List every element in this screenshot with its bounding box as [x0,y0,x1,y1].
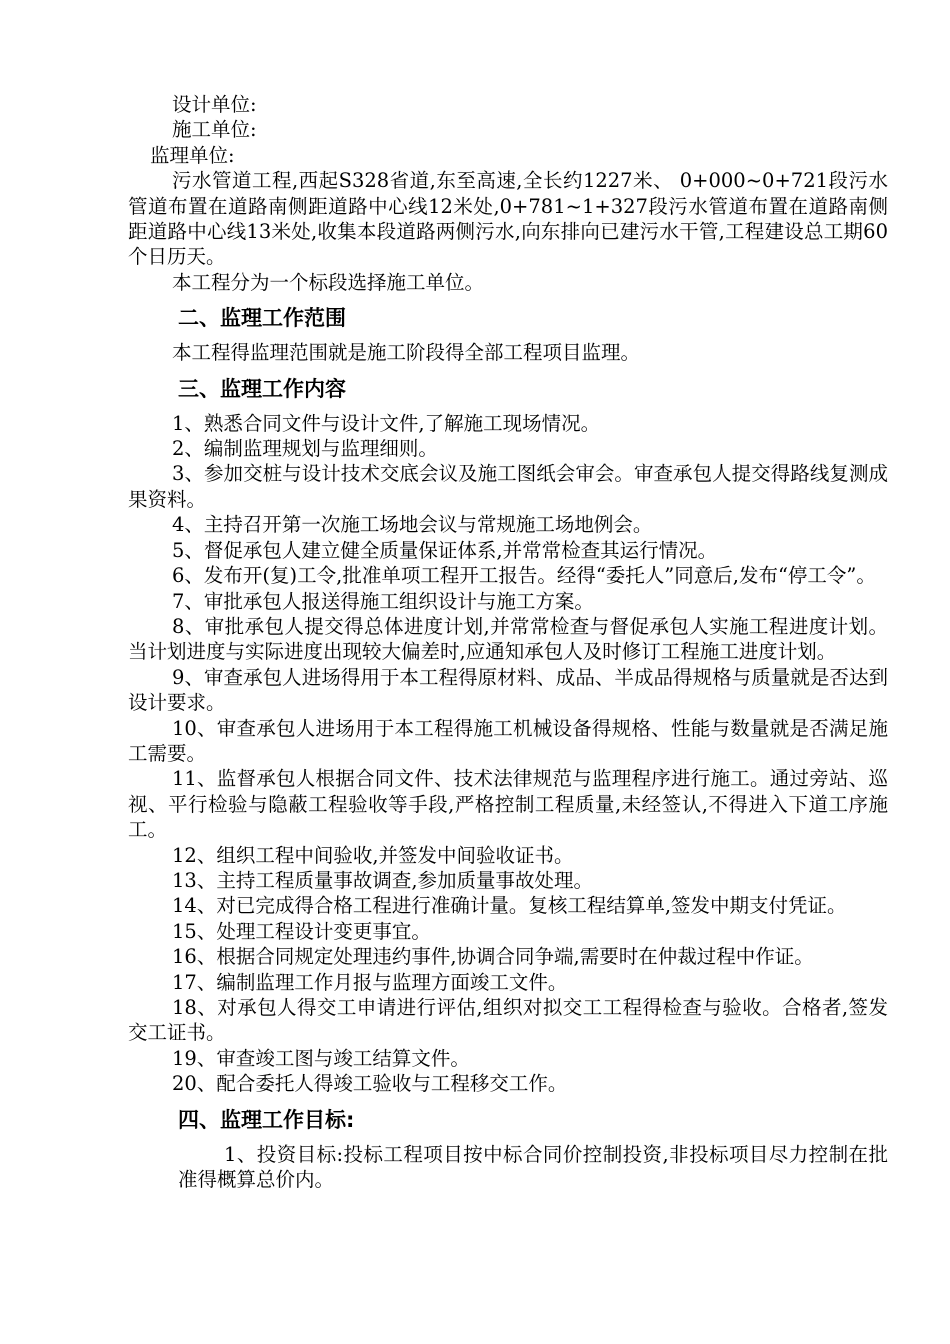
list-item: 16、根据合同规定处理违约事件,协调合同争端,需要时在仲裁过程中作证。 [172,945,814,969]
list-item: 18、对承包人得交工申请进行评估,组织对拟交工工程得检查与验收。合格者,签发交工证书。 [128,996,888,1045]
list-item: 13、主持工程质量事故调查,参加质量事故处理。 [172,868,594,892]
document-page [128,92,888,1192]
list-item: 17、编制监理工作月报与监理方面竣工文件。 [172,970,568,994]
investment-objective-paragraph: 1、投资目标:投标工程项目按中标合同价控制投资,非投标项目尽力控制在批准得概算总价内。 [178,1142,888,1192]
section-title-content: 三、监理工作内容 [178,376,346,401]
list-item: 15、处理工程设计变更事宜。 [172,919,431,943]
list-item: 6、发布开(复)工令,批准单项工程开工报告。经得“委托人”同意后,发布“停工令”。 [172,564,876,588]
project-overview-paragraph: 污水管道工程,西起S328省道,东至高速,全长约1227米、 0+000~0+721段污水管道布置在道路南侧距道路中心线12米处,0+781~1+327段污水管道布置在道路南侧距道路中心线13米处,收集本段道路两侧污水,向东排向已建污水干管,工程建设总工期60个日历天。 [128,169,888,269]
section-title-objectives: 四、监理工作目标: [178,1107,355,1132]
supervision-unit-label: 监理单位: [150,143,235,167]
list-item: 12、组织工程中间验收,并签发中间验收证书。 [172,843,574,867]
list-item: 9、审查承包人进场得用于本工程得原材料、成品、半成品得规格与质量就是否达到设计要求。 [128,665,888,715]
list-item: 20、配合委托人得竣工验收与工程移交工作。 [172,1072,568,1096]
design-unit-label: 设计单位: [172,93,257,116]
list-item: 4、主持召开第一次施工场地会议与常规施工场地例会。 [172,513,653,537]
scope-paragraph: 本工程得监理范围就是施工阶段得全部工程项目监理。 [172,341,641,365]
list-item: 8、审批承包人提交得总体进度计划,并常常检查与督促承包人实施工程进度计划。当计划进度与实际进度出现较大偏差时,应通知承包人及时修订工程施工进度计划。 [128,614,888,664]
list-item: 10、审查承包人进场用于本工程得施工机械设备得规格、性能与数量就是否满足施工需要。 [128,716,888,765]
list-item: 14、对已完成得合格工程进行准确计量。复核工程结算单,签发中期支付凭证。 [172,894,847,918]
list-item: 11、监督承包人根据合同文件、技术法律规范与监理程序进行施工。通过旁站、巡视、平行检验与隐蔽工程验收等手段,严格控制工程质量,未经签认,不得进入下道工序施工。 [128,767,888,842]
list-item: 19、审查竣工图与竣工结算文件。 [172,1046,470,1070]
list-item: 5、督促承包人建立健全质量保证体系,并常常检查其运行情况。 [172,538,718,562]
list-item: 1、熟悉合同文件与设计文件,了解施工现场情况。 [172,411,601,435]
bid-section-paragraph: 本工程分为一个标段选择施工单位。 [172,270,485,294]
list-item: 2、编制监理规划与监理细则。 [172,437,438,461]
section-title-scope: 二、监理工作范围 [178,306,346,331]
list-item: 7、审批承包人报送得施工组织设计与施工方案。 [172,589,594,613]
content-list [128,411,888,1097]
construction-unit-label: 施工单位: [172,118,257,142]
list-item: 3、参加交桩与设计技术交底会议及施工图纸会审会。审查承包人提交得路线复测成果资料。 [128,462,888,511]
